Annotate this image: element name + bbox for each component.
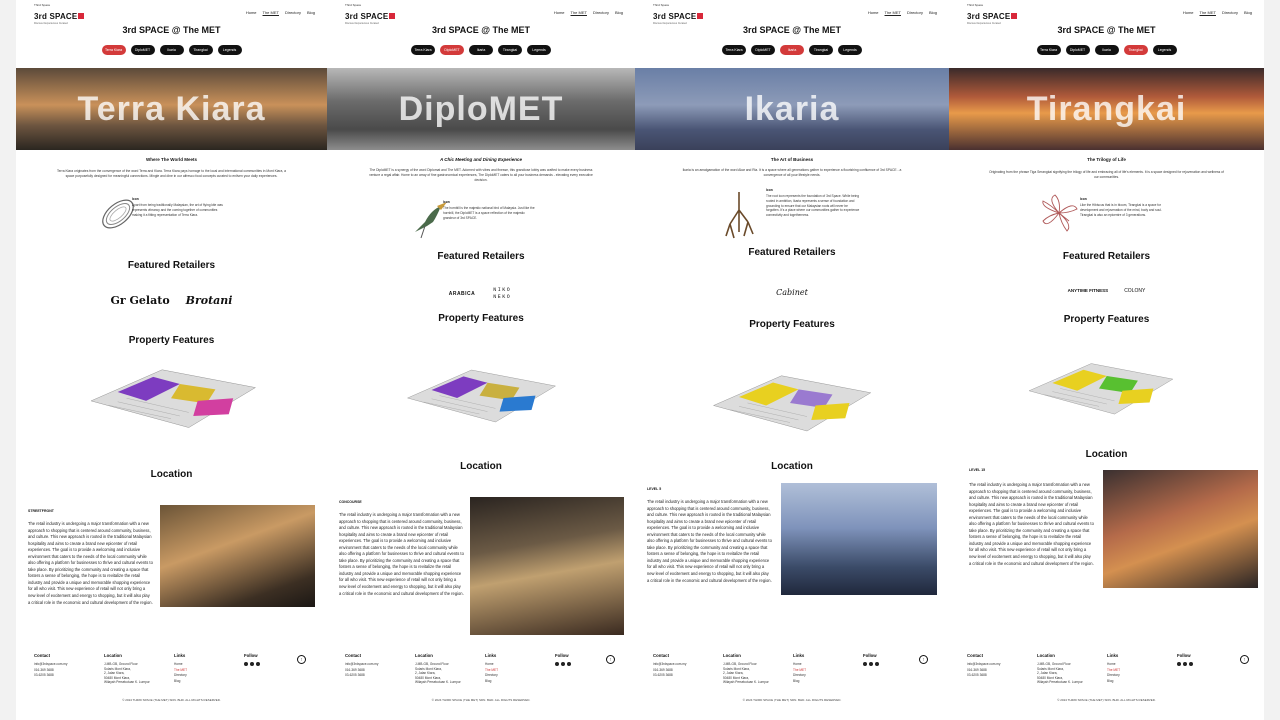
floor-plan-map	[382, 354, 577, 431]
zone-tagline: A Chic Meeting and Dining Experience	[439, 157, 523, 162]
featured-retailers-heading: Featured Retailers	[437, 251, 525, 262]
tab-tirangkai[interactable]: Tirangkai	[1124, 45, 1148, 55]
footer-address-line: 50480 Mont Kiara,	[1037, 675, 1064, 680]
site-logo[interactable]	[967, 4, 1017, 26]
footer-address-line: 2, Jalan Kiara,	[723, 671, 744, 676]
icon-description: Apart from being traditionally Malaysian, the art of flying kite was represents vibrancy and the coming together of communities making it a fitting representation of Terra Kiara.	[132, 203, 223, 217]
location-heading: Location	[460, 461, 502, 472]
social-icons	[555, 662, 573, 668]
retailer-logo-niko-neko[interactable]: NIKO NEKO	[493, 286, 512, 300]
footer-phone-link[interactable]: 016-369 3688	[34, 667, 54, 672]
floor-plan-map	[81, 352, 261, 437]
back-to-top-button[interactable]: ↑	[606, 655, 615, 664]
footer-address-line: J-MB-GB, Ground Floor	[723, 662, 757, 667]
retailer-logos	[327, 285, 635, 303]
tab-diplomet[interactable]: DiploMET	[131, 45, 155, 55]
footer-link-home[interactable]: Home	[793, 662, 802, 667]
location-description: The retail industry is undergoing a major transformation with a new approach to shopping that is centered around community, business, and culture. This new approach is rooted in the traditional Malaysian hospitality and aims to create a brand new epicenter of retail experiences. The goal is to provide a welcoming and inclusive environment that caters to the needs of the local community while also offering a platform for businesses to thrive and cultural events to take place. By prioritizing the community and creating a space that fosters a sense of belonging, the hope is to revitalize the retail industry and provide a unique and memorable shopping experience for all who visit. This new experience of retail will not only bring a new level of excitement and energy to shopping, but it will also play a critical role in the economic and cultural development of the region.	[647, 499, 772, 583]
retailer-logo-colony[interactable]: COLONY	[1124, 287, 1146, 294]
icon-label: Icon	[132, 197, 139, 201]
social-icons	[244, 662, 262, 668]
featured-retailers-heading: Featured Retailers	[748, 247, 836, 258]
copyright: © 2024 THIRD SPACE (THE MET) SDN. BHD. ALL RIGHTS RESERVED.	[1057, 698, 1156, 702]
footer-contact	[653, 652, 687, 679]
logo-sub: Discover Experiences Curated	[967, 22, 1001, 25]
footer-email-link[interactable]: info@3rdspace.com.my	[34, 662, 68, 667]
site-header	[635, 3, 949, 25]
footer-address-line: 50480 Mont Kiara,	[723, 675, 750, 680]
footer-link-the-met[interactable]: The MET	[1107, 667, 1121, 672]
footer-follow-title: Follow	[863, 653, 877, 658]
hero-banner	[949, 68, 1264, 150]
footer-links-title: Links	[1107, 653, 1119, 658]
footer-follow	[555, 652, 573, 669]
footer-address-line: 2, Jalan Kiara,	[104, 671, 125, 676]
footer-contact	[34, 652, 68, 679]
footer-location-title: Location	[1037, 653, 1055, 658]
site-footer	[327, 652, 635, 702]
logo-brand	[34, 12, 84, 21]
footer-links	[485, 652, 498, 684]
tab-tirangkai[interactable]: Tirangkai	[498, 45, 522, 55]
zone-tagline: The Trilogy of Life	[1087, 157, 1126, 162]
zone-page-3	[635, 0, 949, 720]
footer-phone-link[interactable]: 03-6205 3688	[345, 673, 365, 678]
site-logo[interactable]	[34, 4, 84, 26]
footer-follow-title: Follow	[244, 653, 258, 658]
tab-ikaria[interactable]: Ikaria	[1095, 45, 1119, 55]
zone-intro: Ikaria is an amalgamation of the word Akar and Ria. It is a space where all generations gather to experience a flourishing confluence of 3rd SPACE - a convergence of all your lifestyle needs.	[682, 168, 902, 177]
footer-links	[793, 652, 806, 684]
logo-brand-text: 3rd SPACE	[967, 12, 1011, 21]
tab-legends[interactable]: Legends	[527, 45, 551, 55]
footer-address-line: Wilayah Persekutuan K. Lumpur	[415, 680, 461, 685]
zone-page-4	[949, 0, 1264, 720]
footer-follow-title: Follow	[1177, 653, 1191, 658]
logo-sub: Discover Experiences Curated	[34, 22, 68, 25]
nav-link-the-met[interactable]: The MET	[570, 10, 587, 15]
footer-phone-link[interactable]: 016-369 3688	[653, 667, 673, 672]
site-footer	[635, 652, 949, 702]
footer-contact-title: Contact	[653, 653, 669, 658]
footer-address-line: Wilayah Persekutuan K. Lumpur	[723, 680, 769, 685]
footer-link-directory[interactable]: Directory	[1107, 673, 1120, 678]
nav-link-blog[interactable]: Blog	[614, 10, 623, 15]
logo-brand	[653, 12, 703, 21]
back-to-top-button[interactable]: ↑	[919, 655, 928, 664]
footer-link-home[interactable]: Home	[485, 662, 494, 667]
hibiscus-icon	[1037, 191, 1081, 240]
site-footer	[949, 652, 1264, 702]
facebook-icon[interactable]	[875, 662, 879, 666]
retailer-logo-gr-gelato[interactable]: Gr Gelato	[110, 294, 170, 308]
floor-plan-map	[1009, 348, 1189, 423]
hero-title: Ikaria	[744, 90, 840, 128]
footer-phone-link[interactable]: 03-6205 3688	[653, 673, 673, 678]
footer-link-directory[interactable]: Directory	[174, 673, 187, 678]
footer-address-line: Solaris Mont Kiara,	[723, 666, 750, 671]
location-description: The retail industry is undergoing a major transformation with a new approach to shopping that is centered around community, business, and culture. This new approach is rooted in the traditional Malaysian hospitality and aims to create a brand new epicenter of retail experiences. The goal is to provide a welcoming and inclusive environment that caters to the needs of the local community while also offering a platform for businesses to thrive and cultural events to take place. By prioritizing the community and creating a space that fosters a sense of belonging, the hope is to revitalize the retail industry and provide a unique and memorable shopping experience for all who visit. This new experience of retail will not only bring a new level of excitement and energy to shopping, but it will also play a critical role in the economic and cultural development of the region.	[339, 512, 464, 596]
logo-sub: Discover Experiences Curated	[345, 22, 379, 25]
retailer-logos	[16, 292, 327, 310]
footer-link-directory[interactable]: Directory	[485, 673, 498, 678]
tab-legends[interactable]: Legends	[218, 45, 242, 55]
footer-links	[1107, 652, 1120, 684]
property-features-heading: Property Features	[1063, 314, 1150, 325]
copyright: © 2024 THIRD SPACE (THE MET) SDN. BHD. ALL RIGHTS RESERVED.	[122, 698, 221, 702]
icon-label: Icon	[766, 188, 773, 192]
main-nav	[1177, 10, 1252, 15]
nav-link-directory[interactable]: Directory	[906, 10, 923, 15]
tab-legends[interactable]: Legends	[838, 45, 862, 55]
tab-ikaria[interactable]: Ikaria	[469, 45, 493, 55]
nav-link-directory[interactable]: Directory	[1221, 10, 1238, 15]
footer-phone-link[interactable]: 016-369 3688	[345, 667, 365, 672]
logo-mark-icon	[1011, 13, 1017, 19]
footer-email-link[interactable]: info@3rdspace.com.my	[345, 662, 379, 667]
zone-page-1	[16, 0, 327, 720]
site-logo[interactable]	[345, 4, 395, 26]
logo-brand	[345, 12, 395, 21]
location-heading: Location	[150, 469, 193, 480]
logo-mark-icon	[697, 13, 703, 19]
icon-description: The hornbill is the majestic national bird of Malaysia. Just like the hornbill, the DiploMET is a space reflection of the majestic grandeur of 3rd SPACE.	[443, 206, 535, 220]
copyright: © 2024 THIRD SPACE (THE MET) SDN. BHD. ALL RIGHTS RESERVED.	[742, 698, 842, 702]
footer-follow-title: Follow	[555, 653, 569, 658]
footer-links-title: Links	[485, 653, 497, 658]
property-features-heading: Property Features	[438, 313, 524, 324]
nav-link-directory[interactable]: Directory	[284, 10, 301, 15]
nav-link-directory[interactable]: Directory	[592, 10, 609, 15]
footer-links-title: Links	[174, 653, 186, 658]
footer-link-directory[interactable]: Directory	[793, 673, 806, 678]
zone-tabs	[16, 45, 327, 55]
nav-link-blog[interactable]: Blog	[928, 10, 937, 15]
footer-location	[723, 652, 769, 685]
property-features-heading: Property Features	[749, 319, 835, 330]
footer-link-home[interactable]: Home	[1107, 662, 1116, 667]
back-to-top-button[interactable]: ↑	[297, 655, 306, 664]
tab-legends[interactable]: Legends	[1153, 45, 1177, 55]
back-to-top-button[interactable]: ↑	[1240, 655, 1249, 664]
nav-link-home[interactable]: Home	[553, 10, 565, 15]
root-icon	[720, 190, 758, 245]
footer-link-blog[interactable]: Blog	[1107, 678, 1114, 683]
social-icons	[1177, 662, 1195, 668]
footer-link-the-met[interactable]: The MET	[793, 667, 807, 672]
icon-description: Like the Hibiscus that is in bloom, Tirangkai is a space for development and rejuvenation of the mind, body and soul. Tirangkai is also an epicentre of 3 generations.	[1080, 203, 1162, 217]
copyright: © 2024 THIRD SPACE (THE MET) SDN. BHD. ALL RIGHTS RESERVED.	[431, 698, 531, 702]
zone-tabs	[635, 45, 949, 55]
instagram-icon[interactable]	[561, 662, 565, 666]
hero-title: DiploMET	[398, 90, 564, 128]
facebook-icon[interactable]	[567, 662, 571, 666]
site-header	[327, 3, 635, 25]
tab-ikaria[interactable]: Ikaria	[780, 45, 804, 55]
footer-address-line: Solaris Mont Kiara,	[1037, 666, 1064, 671]
hero-title: Tirangkai	[1026, 90, 1187, 128]
tab-terra-kiara[interactable]: Terra Kiara	[1037, 45, 1061, 55]
location-level: STREETFRONT	[28, 509, 54, 513]
page-title: 3rd SPACE @ The MET	[1057, 25, 1156, 35]
page-title: 3rd SPACE @ The MET	[431, 25, 531, 35]
location-description: The retail industry is undergoing a major transformation with a new approach to shopping that is centered around community, business, and culture. This new approach is rooted in the traditional Malaysian hospitality and aims to create a brand new epicenter of retail experiences. The goal is to provide a welcoming and inclusive environment that caters to the needs of the local community while also offering a platform for businesses to thrive and cultural events to take place. By prioritizing the community and creating a space that fosters a sense of belonging, the hope is to revitalize the retail industry and provide a unique and memorable shopping experience for all who visit. This new experience of retail will not only bring a new level of excitement and energy to shopping, but it will also play a critical role in the economic and cultural development of the region.	[969, 482, 1094, 566]
zone-tabs	[949, 45, 1264, 55]
footer-location-title: Location	[104, 653, 122, 658]
retailer-logos	[949, 282, 1264, 300]
zone-intro: Originating from the phrase Tiga Serangkai signifying the trilogy of life and embracing all of life's elements. It is a space designed for rejuvenation and wellness of our communities.	[989, 170, 1224, 179]
footer-link-home[interactable]: Home	[174, 662, 183, 667]
nav-link-the-met[interactable]: The MET	[884, 10, 901, 15]
footer-address-line: Wilayah Persekutuan K. Lumpur	[1037, 680, 1083, 685]
footer-email-link[interactable]: info@3rdspace.com.my	[967, 662, 1001, 667]
zone-tagline: Where The World Meets	[146, 157, 197, 162]
whatsapp-icon[interactable]	[555, 662, 559, 666]
location-photo	[1103, 470, 1258, 588]
footer-location-title: Location	[415, 653, 433, 658]
tab-terra-kiara[interactable]: Terra Kiara	[411, 45, 435, 55]
retailer-logo-cabinet[interactable]: Cabinet	[776, 288, 808, 298]
icon-description: The root icon represents the foundation of 3rd Space. While being rooted in ambition, Ikaria represents a sense of foundation and grounding to ensure that our Malaysian roots will never be forgotten. It's a place where our communities gather to experience connectivity and togetherness.	[766, 194, 860, 218]
facebook-icon[interactable]	[256, 662, 260, 666]
tab-diplomet[interactable]: DiploMET	[751, 45, 775, 55]
footer-links	[174, 652, 187, 684]
facebook-icon[interactable]	[1189, 662, 1193, 666]
location-description: The retail industry is undergoing a major transformation with a new approach to shopping that is centered around community, business, and culture. This new approach is rooted in the traditional Malaysian hospitality and aims to create a brand new epicenter of retail experiences. The goal is to provide a welcoming and inclusive environment that caters to the needs of the local community while also offering a platform for businesses to thrive and cultural events to take place. By prioritizing the community and creating a space that fosters a sense of belonging, the hope is to revitalize the retail industry and provide a unique and memorable shopping experience for all who visit. This new experience of retail will not only bring a new level of excitement and energy to shopping, but it will also play a critical role in the economic and cultural development of the region.	[28, 521, 153, 605]
nav-link-blog[interactable]: Blog	[1243, 10, 1252, 15]
footer-address-line: J-MB-GB, Ground Floor	[104, 662, 138, 667]
footer-contact-title: Contact	[34, 653, 50, 658]
logo-brand	[967, 12, 1017, 21]
featured-retailers-heading: Featured Retailers	[1062, 251, 1151, 262]
whatsapp-icon[interactable]	[863, 662, 867, 666]
footer-location	[415, 652, 461, 685]
footer-address-line: Solaris Mont Kiara,	[104, 666, 131, 671]
nav-link-home[interactable]: Home	[1182, 10, 1194, 15]
footer-location-title: Location	[723, 653, 741, 658]
logo-brand-text: 3rd SPACE	[34, 12, 78, 21]
footer-contact-title: Contact	[345, 653, 361, 658]
property-features-heading: Property Features	[128, 335, 215, 346]
logo-mark-icon	[389, 13, 395, 19]
footer-address-line: J-MB-GB, Ground Floor	[415, 662, 449, 667]
location-heading: Location	[1085, 449, 1128, 460]
footer-link-blog[interactable]: Blog	[793, 678, 800, 683]
nav-link-the-met[interactable]: The MET	[1199, 10, 1216, 15]
logo-top: Third Space	[967, 3, 984, 7]
footer-address-line: Wilayah Persekutuan K. Lumpur	[104, 680, 150, 685]
footer-location	[104, 652, 150, 685]
footer-follow	[863, 652, 881, 669]
hero-banner	[635, 68, 949, 150]
site-footer	[16, 652, 327, 702]
location-level: LEVEL 5	[647, 487, 662, 491]
footer-phone-link[interactable]: 03-6205 3688	[967, 673, 987, 678]
location-photo	[160, 505, 315, 607]
tab-tirangkai[interactable]: Tirangkai	[189, 45, 213, 55]
logo-mark-icon	[78, 13, 84, 19]
main-nav	[548, 10, 623, 15]
footer-contact	[345, 652, 379, 679]
page-title: 3rd SPACE @ The MET	[122, 25, 221, 35]
tab-terra-kiara[interactable]: Terra Kiara	[102, 45, 126, 55]
footer-address-line: 50480 Mont Kiara,	[104, 675, 131, 680]
logo-top: Third Space	[34, 3, 51, 7]
footer-address-line: 2, Jalan Kiara,	[415, 671, 436, 676]
hero-banner	[16, 68, 327, 150]
social-icons	[863, 662, 881, 668]
footer-contact-title: Contact	[967, 653, 983, 658]
retailer-logo-brotani[interactable]: Brotani	[185, 294, 233, 308]
logo-top: Third Space	[653, 3, 670, 7]
footer-email-link[interactable]: info@3rdspace.com.my	[653, 662, 687, 667]
footer-links-title: Links	[793, 653, 805, 658]
instagram-icon[interactable]	[869, 662, 873, 666]
footer-follow	[1177, 652, 1195, 669]
footer-address-line: 50480 Mont Kiara,	[415, 675, 442, 680]
footer-address-line: J-MB-GB, Ground Floor	[1037, 662, 1071, 667]
zone-tagline: The Art of Business	[770, 157, 814, 162]
whatsapp-icon[interactable]	[1177, 662, 1181, 666]
hero-title: Terra Kiara	[77, 90, 266, 128]
location-heading: Location	[771, 461, 813, 472]
tab-tirangkai[interactable]: Tirangkai	[809, 45, 833, 55]
icon-label: Icon	[443, 200, 450, 204]
whatsapp-icon[interactable]	[244, 662, 248, 666]
location-level: CONCOURSE	[339, 500, 362, 504]
tab-diplomet[interactable]: DiploMET	[440, 45, 464, 55]
footer-link-blog[interactable]: Blog	[485, 678, 492, 683]
footer-location	[1037, 652, 1083, 685]
tab-diplomet[interactable]: DiploMET	[1066, 45, 1090, 55]
hero-banner	[327, 68, 635, 150]
main-nav	[240, 10, 315, 15]
footer-phone-link[interactable]: 016-369 3688	[967, 667, 987, 672]
location-level: LEVEL 15	[969, 468, 986, 472]
zone-page-2	[327, 0, 635, 720]
footer-follow	[244, 652, 262, 669]
footer-link-the-met[interactable]: The MET	[174, 667, 188, 672]
footer-link-the-met[interactable]: The MET	[485, 667, 499, 672]
logo-top: Third Space	[345, 3, 362, 7]
logo-brand-text: 3rd SPACE	[345, 12, 389, 21]
page-title: 3rd SPACE @ The MET	[742, 25, 842, 35]
zone-tabs	[327, 45, 635, 55]
icon-label: Icon	[1080, 197, 1087, 201]
footer-address-line: Solaris Mont Kiara,	[415, 666, 442, 671]
nav-link-home[interactable]: Home	[867, 10, 879, 15]
instagram-icon[interactable]	[250, 662, 254, 666]
footer-link-blog[interactable]: Blog	[174, 678, 181, 683]
retailer-logos	[635, 284, 949, 302]
footer-address-line: 2, Jalan Kiara,	[1037, 671, 1058, 676]
zone-intro: Terra Kiara originates from the convergence of the word Terra and Kiara. Terra Kiara pays homage to the local and international communities in Mont Kiara, a space purposefully designed for meaningful connections. Mingle and dine in our alfresco food concepts curated to enliven your daily experiences.	[57, 169, 286, 178]
location-photo	[781, 483, 937, 595]
retailer-logo-anytime-fitness[interactable]: ANYTIME FITNESS	[1067, 288, 1109, 294]
tab-ikaria[interactable]: Ikaria	[160, 45, 184, 55]
site-logo[interactable]	[653, 4, 703, 26]
retailer-logo-arabica[interactable]: ARABICA	[448, 290, 476, 297]
footer-contact	[967, 652, 1001, 679]
nav-link-blog[interactable]: Blog	[306, 10, 315, 15]
tab-terra-kiara[interactable]: Terra Kiara	[722, 45, 746, 55]
site-header	[16, 3, 327, 25]
featured-retailers-heading: Featured Retailers	[127, 260, 216, 271]
instagram-icon[interactable]	[1183, 662, 1187, 666]
floor-plan-map	[705, 352, 875, 447]
logo-brand-text: 3rd SPACE	[653, 12, 697, 21]
footer-phone-link[interactable]: 03-6205 3688	[34, 673, 54, 678]
nav-link-the-met[interactable]: The MET	[262, 10, 279, 15]
main-nav	[862, 10, 937, 15]
nav-link-home[interactable]: Home	[245, 10, 257, 15]
logo-sub: Discover Experiences Curated	[653, 22, 687, 25]
zone-intro: The DiploMET is a synergy of the word Diplomat and The MET. Adorned with vibes and finesse, this grandiose lobby was crafted to make every business venture a regal affair. Home to an array of fine gastronomical experiences, The DiploMET caters to all your business demands - elevating every executive decision.	[369, 168, 593, 182]
site-header	[949, 3, 1264, 25]
location-photo	[470, 497, 624, 635]
